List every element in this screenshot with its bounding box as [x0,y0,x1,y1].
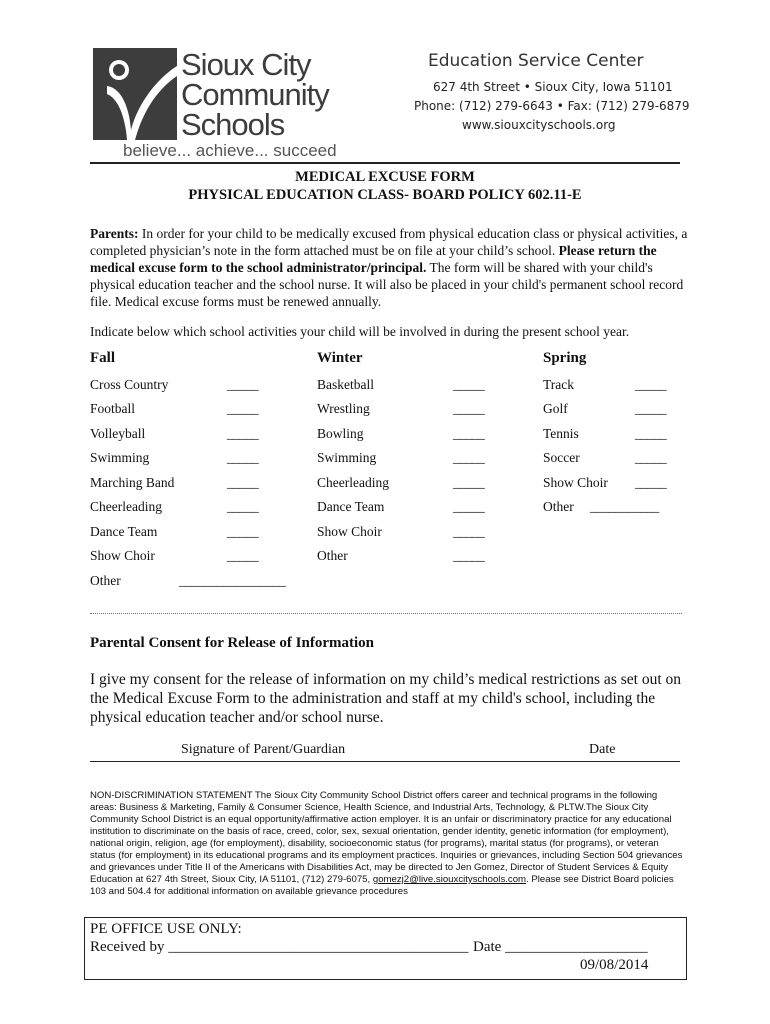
fall-activity: Swimming [90,450,150,465]
fall-other-blank[interactable]: _________________ [179,573,286,588]
winter-activity: Wrestling [317,401,370,416]
logo-line-3: Schools [181,107,285,142]
received-by-blank[interactable]: ________________________________________ [168,939,469,955]
consent-text: I give my consent for the release of information on my child’s medical restrictions as set out on the Medical Excuse Form to the administration and staff at my child's school, including the physical education teacher and/or school nurse. [90,671,681,726]
intro-paragraph [90,225,690,310]
spring-blank[interactable]: _____ [635,426,667,441]
fall-blank[interactable]: _____ [227,426,259,441]
winter-blank[interactable]: _____ [453,524,485,539]
winter-activity: Cheerleading [317,475,389,490]
fall-header: Fall [90,350,115,366]
winter-blank[interactable]: _____ [453,475,485,490]
revision-date: 09/08/2014 [580,957,649,973]
fall-blank[interactable]: _____ [227,524,259,539]
fall-blank[interactable]: _____ [227,450,259,465]
winter-blank[interactable]: _____ [453,426,485,441]
fall-blank[interactable]: _____ [227,377,259,392]
header-rule [90,162,680,164]
spring-other-blank[interactable]: ___________ [590,499,659,514]
org-name: Education Service Center [428,51,644,71]
spring-activity: Track [543,377,575,392]
intro-label: Parents: [90,226,139,241]
consent-title: Parental Consent for Release of Information [90,635,374,651]
fall-activity: Show Choir [90,548,155,563]
org-phone: Phone: (712) 279-6643 • Fax: (712) 279-6879 [414,99,690,113]
received-by-field[interactable] [90,939,468,956]
spring-header: Spring [543,350,587,366]
winter-blank[interactable]: _____ [453,450,485,465]
intro-text-1: In order for your child to be medically excused from physical education class or physical activities, a completed physician’s note in the form attached must be on file at your child’s school. [90,226,688,258]
form-title: MEDICAL EXCUSE FORM [295,169,475,185]
winter-activity: Dance Team [317,499,385,514]
fall-activity: Volleyball [90,426,146,441]
winter-activity: Show Choir [317,524,382,539]
nondiscrimination-statement [90,790,686,898]
spring-blank[interactable]: _____ [635,401,667,416]
org-address: 627 4th Street • Sioux City, Iowa 51101 [433,80,673,94]
signature-label: Signature of Parent/Guardian [181,742,346,757]
winter-blank[interactable]: _____ [453,548,485,563]
spring-blank[interactable]: _____ [635,377,667,392]
intro-text-2: The form will be shared with your child's physical education teacher and the school nurse. It will also be placed in your child's permanent school record file. Medical excuse forms must be renewed annually. [90,260,684,309]
received-by-label: Received by [90,939,165,955]
spring-blank[interactable]: _____ [635,475,667,490]
fall-activity: Cross Country [90,377,169,392]
fall-blank[interactable]: _____ [227,548,259,563]
nondiscrimination-tail: . Please see District Board policies 103 and 504.4 for additional information on available grievance procedures [90,874,674,897]
winter-activity: Swimming [317,450,377,465]
signature-date-label: Date [589,742,616,757]
section-divider [90,613,682,614]
spring-blank[interactable]: _____ [635,450,667,465]
form-subtitle: PHYSICAL EDUCATION CLASS- BOARD POLICY 602.11-E [188,187,582,203]
logo-tagline: believe... achieve... succeed [123,141,337,160]
office-date-field[interactable] [473,939,648,956]
winter-blank[interactable]: _____ [453,401,485,416]
winter-activity: Basketball [317,377,374,392]
winter-blank[interactable]: _____ [453,377,485,392]
district-logo-icon [93,48,177,140]
fall-blank[interactable]: _____ [227,401,259,416]
logo-line-2: Community [181,77,329,112]
intro-bold: Please return the medical excuse form to the school administrator/principal. [90,243,657,275]
fall-blank[interactable]: _____ [227,499,259,514]
office-date-blank[interactable]: ___________________ [505,939,648,955]
spring-activity: Soccer [543,450,580,465]
nondiscrimination-text: NON-DISCRIMINATION STATEMENT The Sioux City Community School District offers career and technical programs in the following areas: Business & Marketing, Family & Consumer Science, Health Science, and Industrial Arts, Technology, & PLTW.The Sioux City Community School District is an equal opportunity/affirmative action employer. It is an unfair or discriminatory practice for any educational institution to discriminate on the basis of race, creed, color, sex, sexual orientation, gender identity, genetic information (for employment), national origin, religion, age (for employment), disability, socioeconomic status (for programs), marital status (for programs), or veteran status (for employment) in its educational programs and its employment practices. Inquiries or grievances, including Section 504 grievances and grievances under Title II of the Americans with Disabilities Act, may be directed to Jen Gomez, Director of Student Services & Equity Education at 627 4th Street, Sioux City, IA 51101, (712) 279-6075, [90,790,683,885]
winter-activity: Other [317,548,348,563]
spring-other: Other [543,499,574,514]
spring-activity: Golf [543,401,568,416]
fall-other: Other [90,573,121,588]
winter-header: Winter [317,350,363,366]
winter-blank[interactable]: _____ [453,499,485,514]
contact-email-link[interactable]: gomezj2@live.siouxcityschools.com [372,874,527,885]
spring-activity: Tennis [543,426,579,441]
fall-activity: Marching Band [90,475,175,490]
fall-activity: Dance Team [90,524,158,539]
logo-line-1: Sioux City [181,47,311,82]
org-website[interactable]: www.siouxcityschools.org [462,118,616,132]
indicate-text: Indicate below which school activities your child will be involved in during the present school year. [90,324,630,339]
fall-activity: Cheerleading [90,499,162,514]
office-date-label: Date [473,939,502,955]
fall-blank[interactable]: _____ [227,475,259,490]
spring-activity: Show Choir [543,475,608,490]
office-use-title: PE OFFICE USE ONLY: [90,921,242,937]
fall-activity: Football [90,401,136,416]
winter-activity: Bowling [317,426,364,441]
